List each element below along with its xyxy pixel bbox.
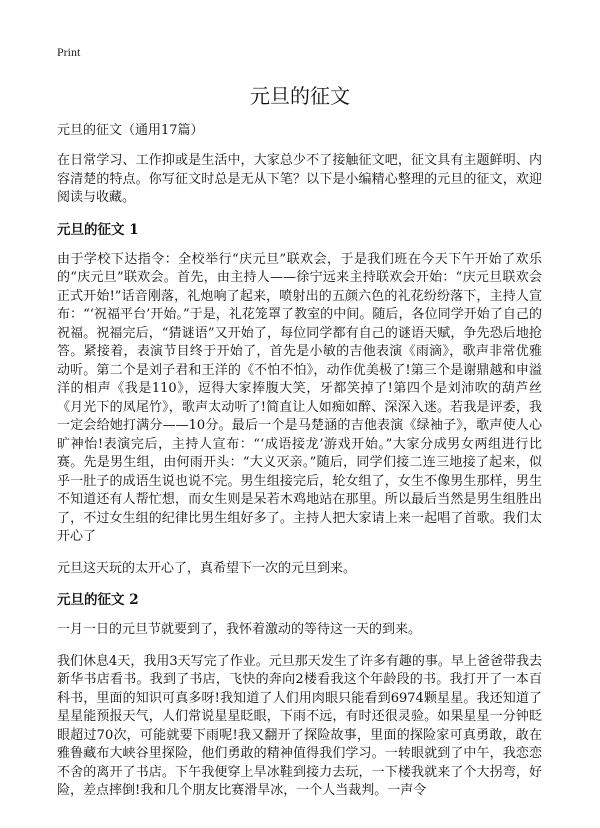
section-heading-2: 元旦的征文 2 bbox=[57, 592, 139, 608]
document-body bbox=[57, 122, 542, 814]
intro-paragraph: 在日常学习、工作抑或是生活中，大家总少不了接触征文吧，征文具有主题鲜明、内容清楚的特点。你写征文时总是无从下笔？以下是小编精心整理的元旦的征文，欢迎阅读与收藏。 bbox=[57, 153, 542, 205]
section-1-paragraph-1: 由于学校下达指令：全校举行“庆元旦”联欢会，于是我们班在今天下午开始了欢乐的“庆元旦”联欢会。首先，由主持人——徐宁远来主持联欢会开始：“庆元旦联欢会正式开始!”话音刚落，礼炮响了起来，喷射出的五颜六色的礼花纷纷落下，主持人宣布：“‘祝福平台’开始。”于是，礼花笼罩了教室的中间。随后，各位同学开始了自己的祝福。祝福完后，“猜谜语”又开始了，每位同学都有自己的谜语天赋，争先恐后地抢答。紧接着，表演节目终于开始了，首先是小敏的吉他表演《雨滴》，歌声非常优雅动听。第二个是刘子君和王洋的《不怕不怕》，动作优美极了!第三个是谢鼎越和申溢洋的相声《我是110》，逗得大家捧腹大笑，牙都笑掉了!第四个是刘沛吹的葫芦丝《月光下的凤尾竹》，歌声太动听了!简直让人如痴如醉、深深入迷。若我是评委，我一定会给她打满分——10分。最后一个是马楚涵的吉他表演《绿袖子》，歌声使人心旷神怡!表演完后，主持人宣布：“‘成语接龙’游戏开始。”大家分成男女两组进行比赛。先是男生组，由何雨开头：“大义灭亲。”随后，同学们接二连三地接了起来，似乎一肚子的成语生说也说不完。男生组接完后，轮女组了，女生不像男生那样，男生不知道还有人帮忙想，而女生则是呆若木鸡地站在那里。所以最后当然是男生组胜出了，不过女生组的纪律比男生组好多了。主持人把大家请上来一起唱了首歌。我们太开心了 bbox=[57, 251, 542, 544]
print-link[interactable]: Print bbox=[57, 45, 81, 59]
section-2-paragraph-1: 一月一日的元旦节就要到了，我怀着激动的等待这一天的到来。 bbox=[57, 622, 422, 637]
section-1-paragraph-2: 元旦这天玩的太开心了，真希望下一次的元旦到来。 bbox=[57, 560, 357, 576]
page-title: 元旦的征文 bbox=[250, 84, 350, 108]
document-subtitle: 元旦的征文（通用17篇） bbox=[57, 123, 204, 138]
section-heading-1: 元旦的征文 1 bbox=[57, 221, 139, 238]
section-2-paragraph-2: 我们休息4天，我用3天写完了作业。元旦那天发生了许多有趣的事。早上爸爸带我去新华书店看书。我到了书店，飞快的奔向2楼看我这个年龄段的书。我打开了一本百科书，里面的知识可真多呀!我知道了人们用肉眼只能看到6974颗星星。我还知道了星星能预报天气，人们常说星星眨眼，下雨不远，有时还很灵验。如果星星一分钟眨眼超过70次，可能就要下雨呢!我又翻开了探险故事，里面的探险家可真勇敢，敢在雅鲁藏布大峡谷里探险，他们勇敢的精神值得我们学习。一转眼就到了中午，我恋恋不舍的离开了书店。下午我便穿上旱冰鞋到接力去玩，一下楼我就来了个大拐弯，好险，差点摔倒!我和几个朋友比赛滑旱冰，一个人当裁判。一声令 bbox=[57, 653, 542, 798]
